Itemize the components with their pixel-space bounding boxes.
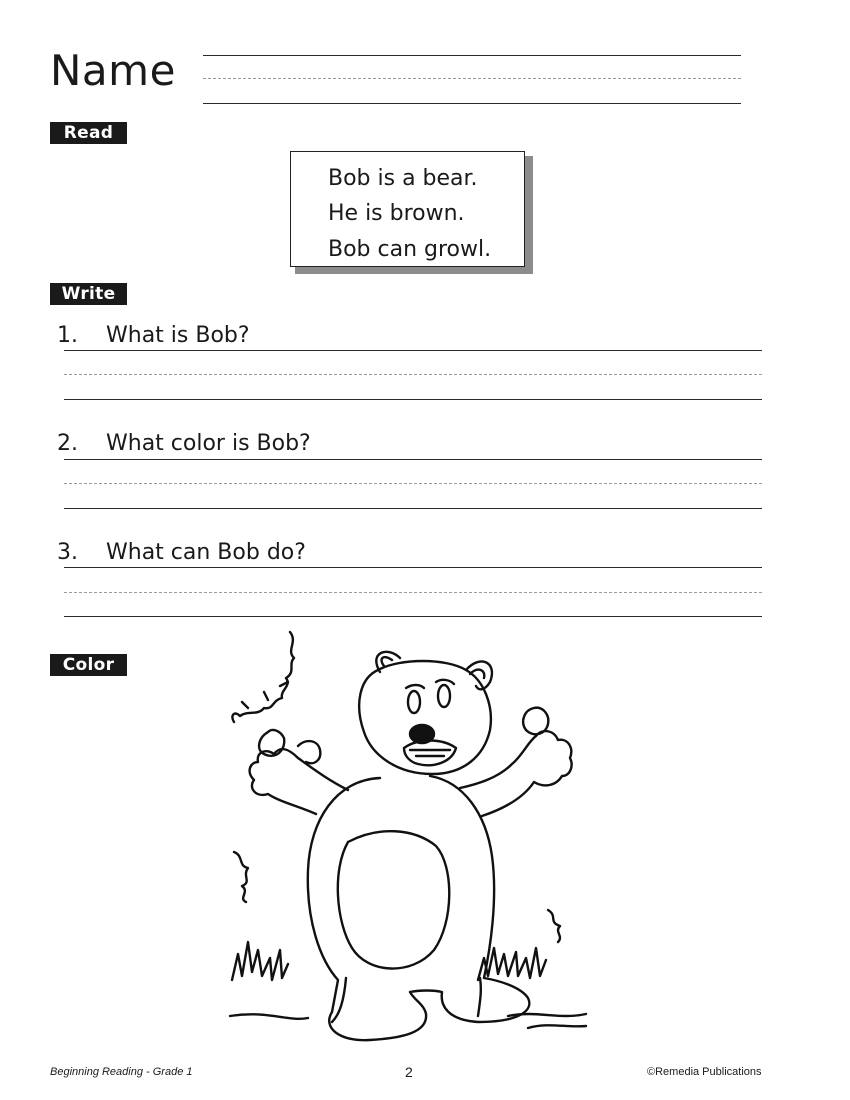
bush-icon — [232, 632, 294, 722]
question-1-number: 1. — [57, 323, 78, 348]
answer-1-top-rule — [64, 350, 762, 351]
answer-1-dashed-line[interactable] — [64, 374, 762, 375]
footer-book-title: Beginning Reading - Grade 1 — [50, 1066, 193, 1078]
question-1-text: What is Bob? — [106, 323, 250, 348]
story-line-1: Bob is a bear. — [328, 166, 478, 191]
question-2-number: 2. — [57, 431, 78, 456]
answer-3-dashed-line[interactable] — [64, 592, 762, 593]
bear-body-icon — [308, 776, 530, 1040]
write-section-tag: Write — [50, 283, 127, 305]
color-section-tag: Color — [50, 654, 127, 676]
answer-1-bottom-rule — [64, 399, 762, 400]
story-line-2: He is brown. — [328, 201, 465, 226]
name-top-rule — [203, 55, 741, 56]
grass-icon — [232, 942, 288, 980]
footer-publisher: ©Remedia Publications — [647, 1066, 762, 1078]
bear-coloring-icon — [228, 630, 588, 1050]
story-line-3: Bob can growl. — [328, 237, 492, 262]
question-3-number: 3. — [57, 540, 78, 565]
answer-3-top-rule — [64, 567, 762, 568]
answer-2-top-rule — [64, 459, 762, 460]
answer-3-bottom-rule — [64, 616, 762, 617]
footer-page-number: 2 — [405, 1064, 413, 1080]
question-2-text: What color is Bob? — [106, 431, 311, 456]
name-label: Name — [50, 46, 176, 95]
answer-2-dashed-line[interactable] — [64, 483, 762, 484]
ground-icon — [230, 1014, 586, 1028]
question-3-text: What can Bob do? — [106, 540, 306, 565]
answer-2-bottom-rule — [64, 508, 762, 509]
read-section-tag: Read — [50, 122, 127, 144]
name-dashed-midline[interactable] — [203, 78, 741, 79]
name-bottom-rule — [203, 103, 741, 104]
